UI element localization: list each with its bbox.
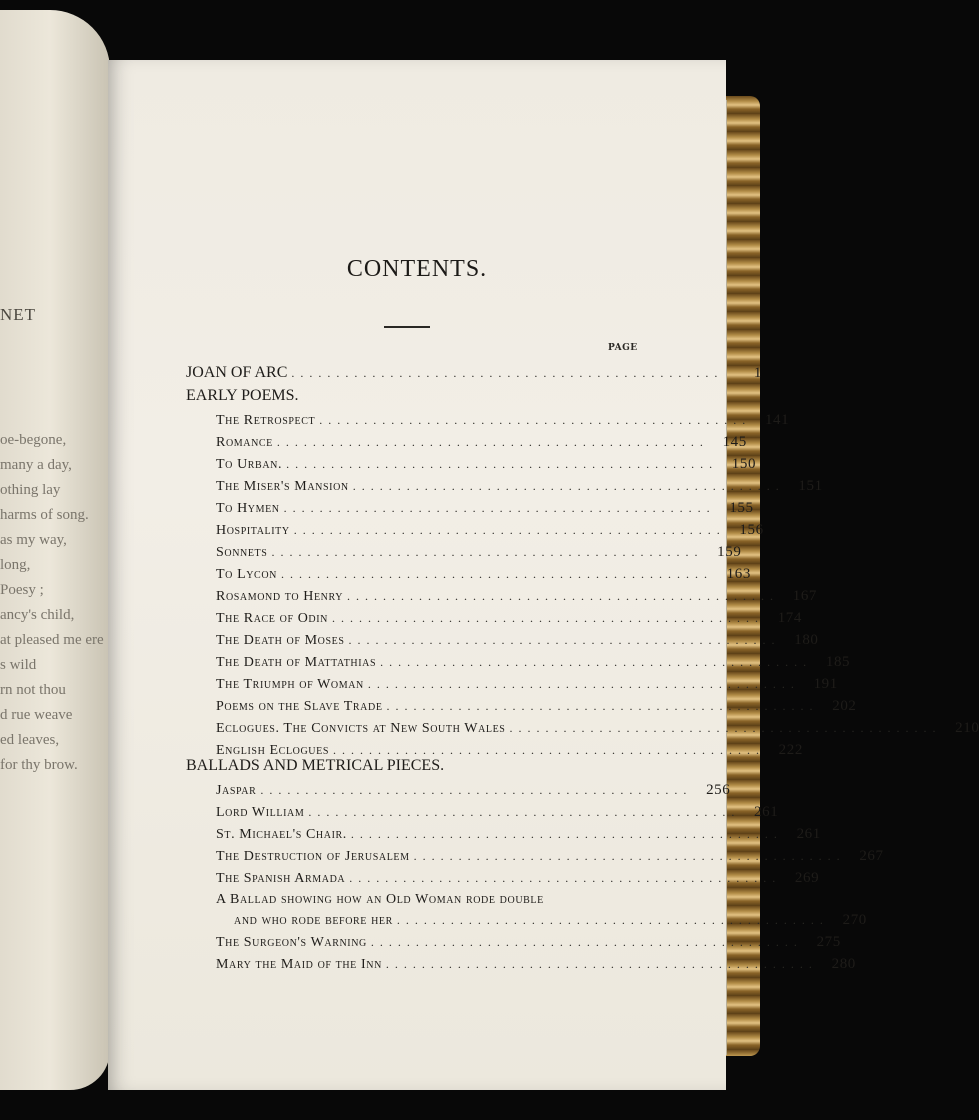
toc-entry-page: 159 [717, 544, 742, 560]
left-page-line: ed leaves, [0, 732, 60, 748]
toc-entry-title: The Miser's Mansion [216, 479, 349, 494]
toc-entry-page: 145 [722, 434, 747, 450]
dot-leader: ................................................ [286, 457, 719, 471]
dot-leader: ................................................ [260, 783, 693, 797]
toc-entry-page: 261 [754, 804, 779, 820]
toc-entry-page: 150 [731, 456, 757, 472]
toc-entry [216, 698, 857, 715]
dot-leader: ................................................ [319, 413, 752, 427]
left-page-line: Poesy ; [0, 582, 44, 598]
toc-entry [216, 566, 751, 583]
dot-leader: ................................................ [291, 366, 724, 380]
dot-leader: ................................................ [293, 523, 726, 537]
toc-entry-page: 1 [753, 365, 762, 381]
toc-entry-page: 174 [777, 610, 802, 626]
toc-entry-page: 163 [726, 566, 751, 582]
dot-leader: ................................................ [348, 633, 781, 647]
dot-leader: ................................................ [276, 435, 709, 449]
left-page-line: s wild [0, 657, 37, 673]
toc-entry-title: A Ballad showing how an Old Woman rode double [216, 892, 544, 907]
page-column-label: PAGE [608, 343, 638, 353]
toc-entry-title: To Urban. [216, 457, 283, 472]
toc-entry-title: Jaspar [216, 783, 257, 798]
toc-entry [216, 544, 742, 561]
toc-entry-title: To Lycon [216, 567, 277, 582]
dot-leader: ................................................ [308, 805, 741, 819]
dot-leader: ................................................ [271, 545, 704, 559]
toc-entry-page: 151 [798, 478, 823, 494]
left-page-line: long, [0, 557, 31, 573]
left-page-line: oe-begone, [0, 432, 67, 448]
toc-entry-title: Rosamond to Henry [216, 589, 344, 604]
toc-entry [216, 522, 764, 539]
toc-entry-title: Lord William [216, 805, 305, 820]
toc-entry-page: 202 [832, 698, 857, 714]
toc-entry-page: 167 [792, 588, 818, 604]
contents-page [108, 60, 979, 1090]
toc-entry [216, 848, 884, 865]
dot-leader: ................................................ [350, 827, 783, 841]
toc-entry [216, 826, 821, 843]
section-heading: EARLY POEMS. [186, 387, 299, 404]
toc-entry-title: The Race of Odin [216, 611, 328, 626]
left-page-line: othing lay [0, 482, 61, 498]
toc-entry [216, 478, 823, 495]
toc-entry-continued [216, 892, 648, 908]
toc-entry [186, 364, 762, 382]
toc-entry [216, 654, 851, 671]
toc-entry [216, 782, 731, 799]
toc-entry-page: 269 [794, 870, 820, 886]
toc-entry [216, 456, 757, 473]
toc-entry-title: Poems on the Slave Trade [216, 699, 383, 714]
dot-leader: ................................................ [280, 567, 713, 581]
toc-entry-title: and who rode before her [234, 913, 393, 928]
dot-leader: ................................................ [396, 913, 829, 927]
toc-entry-title: The Death of Moses [216, 633, 345, 648]
toc-entry-page: 180 [794, 632, 819, 648]
toc-entry-page: 222 [778, 742, 803, 758]
toc-entry-page: 267 [859, 848, 884, 864]
left-page-line: at pleased me ere [0, 632, 104, 648]
toc-entry-title: Eclogues. The Convicts at New South Wales [216, 721, 506, 736]
toc-entry-page: 261 [796, 826, 821, 842]
toc-entry-title: Mary the Maid of the Inn [216, 957, 382, 972]
left-page-line: d rue weave [0, 707, 73, 723]
toc-entry-title: JOAN OF ARC [186, 364, 288, 381]
toc-entry-page: 155 [729, 500, 754, 516]
toc-entry [216, 804, 779, 821]
toc-entry-title: Sonnets [216, 545, 268, 560]
dot-leader: ................................................ [283, 501, 716, 515]
toc-entry [216, 934, 841, 951]
left-page-line: for thy brow. [0, 757, 78, 773]
toc-entry-page: 185 [825, 654, 851, 670]
toc-entry-page: 210 [955, 720, 979, 736]
toc-entry-page: 141 [764, 412, 790, 428]
toc-entry-title: The Triumph of Woman [216, 677, 364, 692]
toc-entry [216, 434, 747, 451]
toc-entry-page: 280 [831, 956, 856, 972]
dot-leader: ................................................ [413, 849, 846, 863]
dot-leader: ................................................ [370, 935, 803, 949]
toc-entry [216, 610, 802, 627]
toc-entry [216, 632, 819, 649]
toc-entry-title: The Retrospect [216, 413, 316, 428]
section-heading: BALLADS AND METRICAL PIECES. [186, 757, 445, 774]
toc-entry [234, 912, 867, 929]
toc-entry-page: 156 [739, 522, 764, 538]
left-page-line: many a day, [0, 457, 72, 473]
left-page-line: rn not thou [0, 682, 66, 698]
dot-leader: ................................................ [352, 479, 785, 493]
toc-entry-title: Hospitality [216, 523, 290, 538]
dot-leader: ................................................ [380, 655, 813, 669]
contents-title: CONTENTS. [346, 256, 488, 282]
dot-leader: ................................................ [347, 589, 780, 603]
toc-entry-page: 270 [842, 912, 867, 928]
toc-entry-title: To Hymen [216, 501, 280, 516]
left-page-heading-fragment: NET [0, 305, 37, 324]
toc-entry-page: 191 [813, 676, 838, 692]
toc-entry-page: 275 [816, 934, 841, 950]
dot-leader: ................................................ [349, 871, 782, 885]
toc-entry-title: The Spanish Armada [216, 871, 346, 886]
left-page-line: harms of song. [0, 507, 89, 523]
title-rule [384, 326, 430, 328]
toc-entry-title: The Death of Mattathias [216, 655, 377, 670]
dot-leader: ................................................ [332, 611, 764, 625]
toc-entry-title: The Surgeon's Warning [216, 935, 367, 950]
toc-entry [216, 588, 818, 605]
toc-entry [216, 720, 979, 737]
toc-entry [216, 412, 790, 429]
left-page [0, 10, 110, 1090]
toc-entry-title: St. Michael's Chair. [216, 827, 347, 842]
toc-entry [216, 870, 820, 887]
dot-leader: ................................................ [509, 721, 942, 735]
toc-entry-title: Romance [216, 435, 273, 450]
toc-entry [216, 956, 856, 973]
dot-leader: ................................................ [367, 677, 800, 691]
toc-entry-title: English Eclogues [216, 743, 329, 758]
toc-entry-page: 256 [706, 782, 731, 798]
left-page-line: ancy's child, [0, 607, 75, 623]
dot-leader: ................................................ [332, 743, 765, 757]
toc-entry [216, 676, 838, 693]
dot-leader: ................................................ [385, 957, 818, 971]
left-page-line: as my way, [0, 532, 67, 548]
toc-entry [216, 500, 754, 517]
toc-entry-title: The Destruction of Jerusalem [216, 849, 410, 864]
dot-leader: ................................................ [386, 699, 819, 713]
